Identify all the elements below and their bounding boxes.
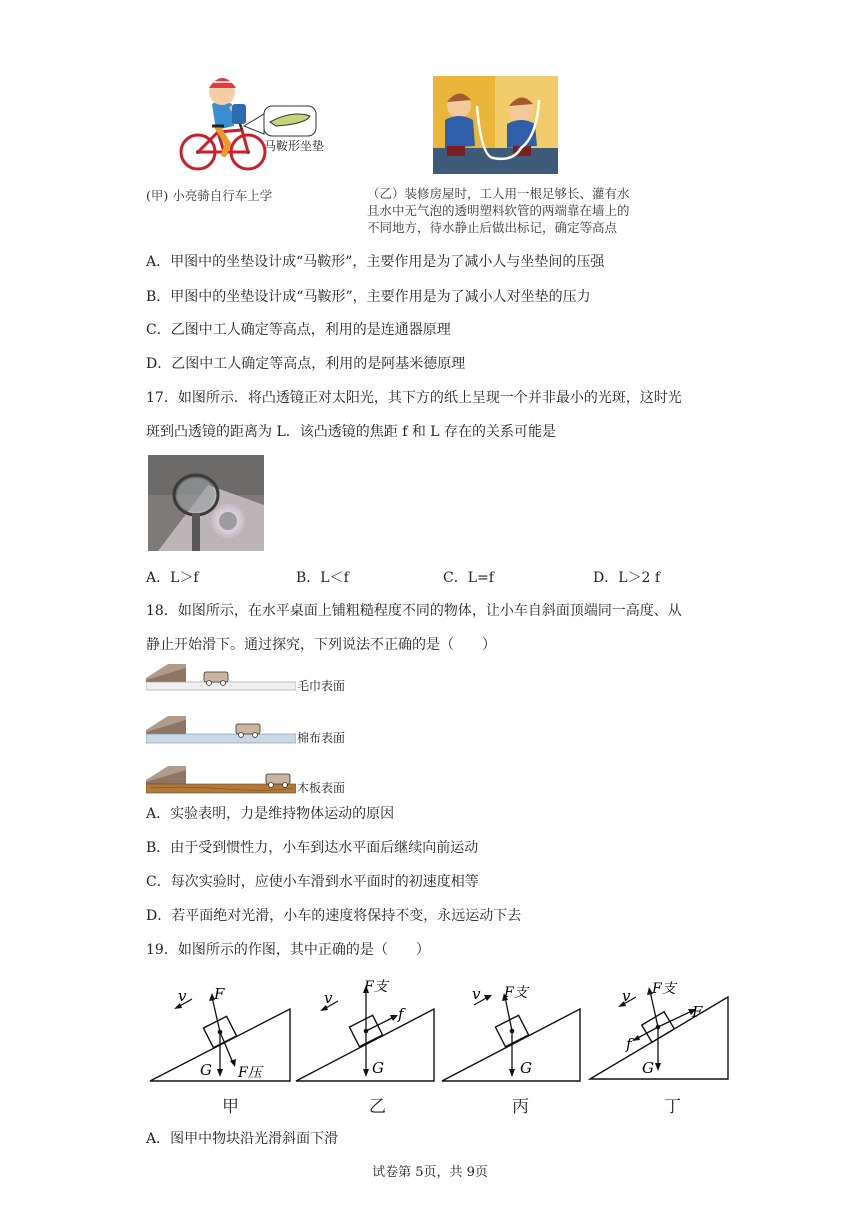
label-G: G [642, 1059, 654, 1077]
force-diagram-jia-svg [148, 975, 293, 1085]
surface-label-wood: 木板表面 [297, 781, 346, 795]
force-diagram-ding [588, 975, 733, 1085]
convex-lens-sunlight-photo [148, 455, 264, 551]
label-G: G [200, 1061, 212, 1079]
diagram-label-ding: 丁 [664, 1097, 681, 1117]
force-diagram-bing-svg [440, 975, 585, 1085]
label-F: F [214, 985, 225, 1003]
label-F-press: F压 [238, 1065, 262, 1081]
label-F-support: F支 [504, 985, 528, 1001]
diagram-label-yi: 乙 [369, 1097, 386, 1117]
q17-option-d: D．L＞2 f [593, 570, 661, 586]
figure-jia-caption: (甲) 小亮骑自行车上学 [146, 188, 273, 203]
q16-option-b: B．甲图中的坐垫设计成“马鞍形”，主要作用是为了减小人对坐垫的压力 [146, 289, 591, 305]
q18-stem-line2: 静止开始滑下。通过探究，下列说法不正确的是（ ） [146, 637, 496, 653]
force-diagram-yi-svg [294, 975, 439, 1085]
cotton-surface-ramp [146, 712, 296, 746]
q16-option-a: A．甲图中的坐垫设计成“马鞍形”，主要作用是为了减小人与坐垫间的压强 [146, 254, 605, 270]
page-footer: 试卷第 5页，共 9页 [372, 1165, 488, 1180]
q16-option-c: C．乙图中工人确定等高点，利用的是连通器原理 [146, 322, 451, 338]
q18-option-a: A．实验表明，力是维持物体运动的原因 [146, 806, 395, 822]
label-f: f [398, 1005, 404, 1023]
q18-option-c: C．每次实验时，应使小车滑到水平面时的初速度相等 [146, 874, 479, 890]
label-v: v [324, 989, 333, 1007]
label-F: F [692, 1003, 703, 1021]
surface-label-cotton: 棉布表面 [297, 731, 346, 745]
workers-with-hose-illustration [433, 76, 558, 174]
boy-on-bicycle-illustration [176, 70, 336, 175]
q17-option-b: B．L＜f [296, 570, 349, 586]
q17-option-a: A．L＞f [146, 570, 199, 586]
force-diagram-yi [294, 975, 439, 1085]
saddle-bubble-label: 马鞍形坐垫 [264, 139, 325, 153]
label-v: v [178, 987, 187, 1005]
force-diagram-ding-svg [588, 975, 733, 1085]
label-v: v [472, 985, 481, 1003]
surface-label-towel: 毛巾表面 [297, 679, 346, 693]
workers-figure [433, 76, 558, 174]
q16-option-d: D．乙图中工人确定等高点，利用的是阿基米德原理 [146, 356, 466, 372]
towel-surface-ramp [146, 660, 296, 692]
q19-stem: 19．如图所示的作图，其中正确的是（ ） [146, 942, 430, 958]
label-f: f [626, 1035, 632, 1053]
force-diagram-jia [148, 975, 293, 1085]
figure-yi-caption-line1: （乙）装修房屋时，工人用一根足够长、灌有水 [367, 186, 630, 201]
label-F-support: F支 [364, 979, 388, 995]
q17-stem-line2: 斑到凸透镜的距离为 L．该凸透镜的焦距 f 和 L 存在的关系可能是 [146, 424, 557, 440]
diagram-label-bing: 丙 [512, 1097, 529, 1117]
q18-option-b: B．由于受到惯性力，小车到达水平面后继续向前运动 [146, 840, 479, 856]
lens-photo [148, 455, 264, 551]
diagram-label-jia: 甲 [222, 1097, 239, 1117]
force-diagram-bing [440, 975, 585, 1085]
wood-surface-ramp [146, 762, 296, 796]
label-v: v [622, 987, 631, 1005]
bicycle-figure [176, 70, 336, 175]
q18-option-d: D．若平面绝对光滑，小车的速度将保持不变，永远运动下去 [146, 908, 522, 924]
label-G: G [372, 1059, 384, 1077]
label-F-support: F支 [652, 981, 676, 997]
q17-option-c: C．L=f [443, 570, 494, 586]
q19-option-a: A．图甲中物块沿光滑斜面下滑 [146, 1131, 339, 1147]
figure-yi-caption-line2: 且水中无气泡的透明塑料软管的两端靠在墙上的 [367, 203, 630, 218]
q18-stem-line1: 18．如图所示，在水平桌面上铺粗糙程度不同的物体，让小车自斜面顶端同一高度、从 [146, 603, 682, 619]
ramp-wood-figure [146, 762, 296, 796]
ramp-cotton-figure [146, 712, 296, 746]
figure-yi-caption-line3: 不同地方，待水静止后做出标记，确定等高点 [367, 220, 618, 235]
ramp-towel-figure [146, 660, 296, 692]
label-G: G [520, 1059, 532, 1077]
q17-stem-line1: 17．如图所示．将凸透镜正对太阳光，其下方的纸上呈现一个并非最小的光斑，这时光 [146, 390, 682, 406]
